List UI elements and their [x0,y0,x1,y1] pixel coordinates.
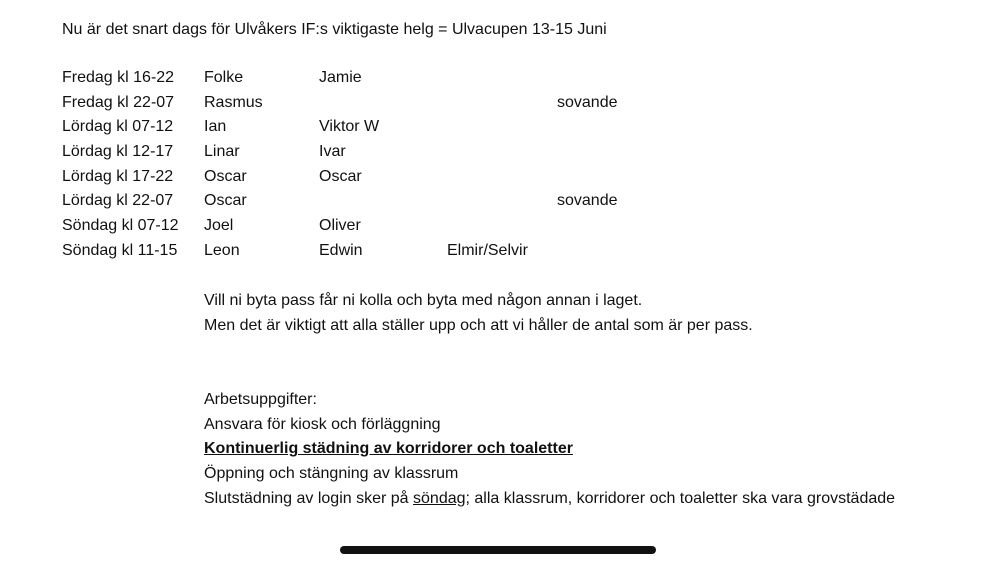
table-row [62,92,637,117]
shift-note [557,166,637,191]
shift-time: Fredag kl 22-07 [62,93,175,111]
swap-info-paragraph [204,289,753,338]
shift-person-2: Viktor W [319,118,380,136]
shift-person-1: Folke [204,69,244,86]
table-row [62,141,637,166]
shift-note [557,240,637,265]
shift-note: sovande [557,93,618,111]
document-title: Nu är det snart dags för Ulvåkers IF:s viktigaste helg = Ulvacupen 13-15 Juni [62,21,607,38]
task-item: Öppning och stängning av klassrum [204,465,459,483]
swap-info-line-2: Men det är viktigt att alla ställer upp och att vi håller de antal som är per pass. [204,316,753,334]
task-item-final-cleaning [204,487,895,512]
shift-person-3 [447,116,557,141]
table-row [62,190,637,215]
shift-time: Lördag kl 17-22 [62,167,174,185]
shift-person-2: Oscar [319,167,362,185]
shift-time: Söndag kl 11-15 [62,241,178,259]
shift-person-1: Oscar [204,192,247,210]
shift-note [557,67,637,92]
swap-info-line-1: Vill ni byta pass får ni kolla och byta med någon annan i laget. [204,292,643,309]
shift-person-3 [447,92,557,117]
shift-person-2 [319,190,447,215]
task-text: Slutstädning av login sker på [204,489,414,507]
shift-person-1: Leon [204,241,240,259]
shift-person-2: Ivar [319,143,346,161]
table-row [62,215,637,240]
shift-person-2 [319,92,447,117]
table-row [62,67,637,92]
shift-person-1: Oscar [204,167,247,185]
shift-time: Lördag kl 22-07 [62,192,174,210]
tasks-section [204,388,895,512]
shift-person-3 [447,215,557,240]
shift-person-1: Rasmus [204,93,263,111]
shift-time: Fredag kl 16-22 [62,69,175,86]
shift-person-1: Joel [204,217,234,235]
shift-person-1: Ian [204,118,227,136]
task-item: Ansvara för kiosk och förläggning [204,415,441,433]
table-row [62,116,637,141]
shift-person-3 [447,67,557,92]
shift-time: Lördag kl 12-17 [62,143,174,161]
shift-person-3 [447,166,557,191]
table-row [62,166,637,191]
shift-person-3 [447,141,557,166]
shift-schedule-table [62,67,637,265]
shift-person-2: Jamie [319,69,362,86]
shift-note: sovande [557,192,618,210]
shift-person-3: Elmir/Selvir [447,241,528,259]
task-item-emphasized: Kontinuerlig städning av korridorer och toaletter [204,440,573,458]
task-day-underlined: söndag [413,489,466,507]
shift-person-2: Edwin [319,241,363,259]
home-indicator-bar[interactable] [340,546,656,554]
shift-note [557,141,637,166]
tasks-heading: Arbetsuppgifter: [204,391,317,408]
table-row [62,240,637,265]
shift-person-2: Oliver [319,217,361,235]
shift-note [557,116,637,141]
shift-time: Lördag kl 07-12 [62,118,174,136]
shift-person-3 [447,190,557,215]
shift-person-1: Linar [204,143,240,161]
shift-note [557,215,637,240]
task-text: ; alla klassrum, korridorer och toaletter ska vara grovstädade [465,489,896,507]
shift-time: Söndag kl 07-12 [62,217,179,235]
